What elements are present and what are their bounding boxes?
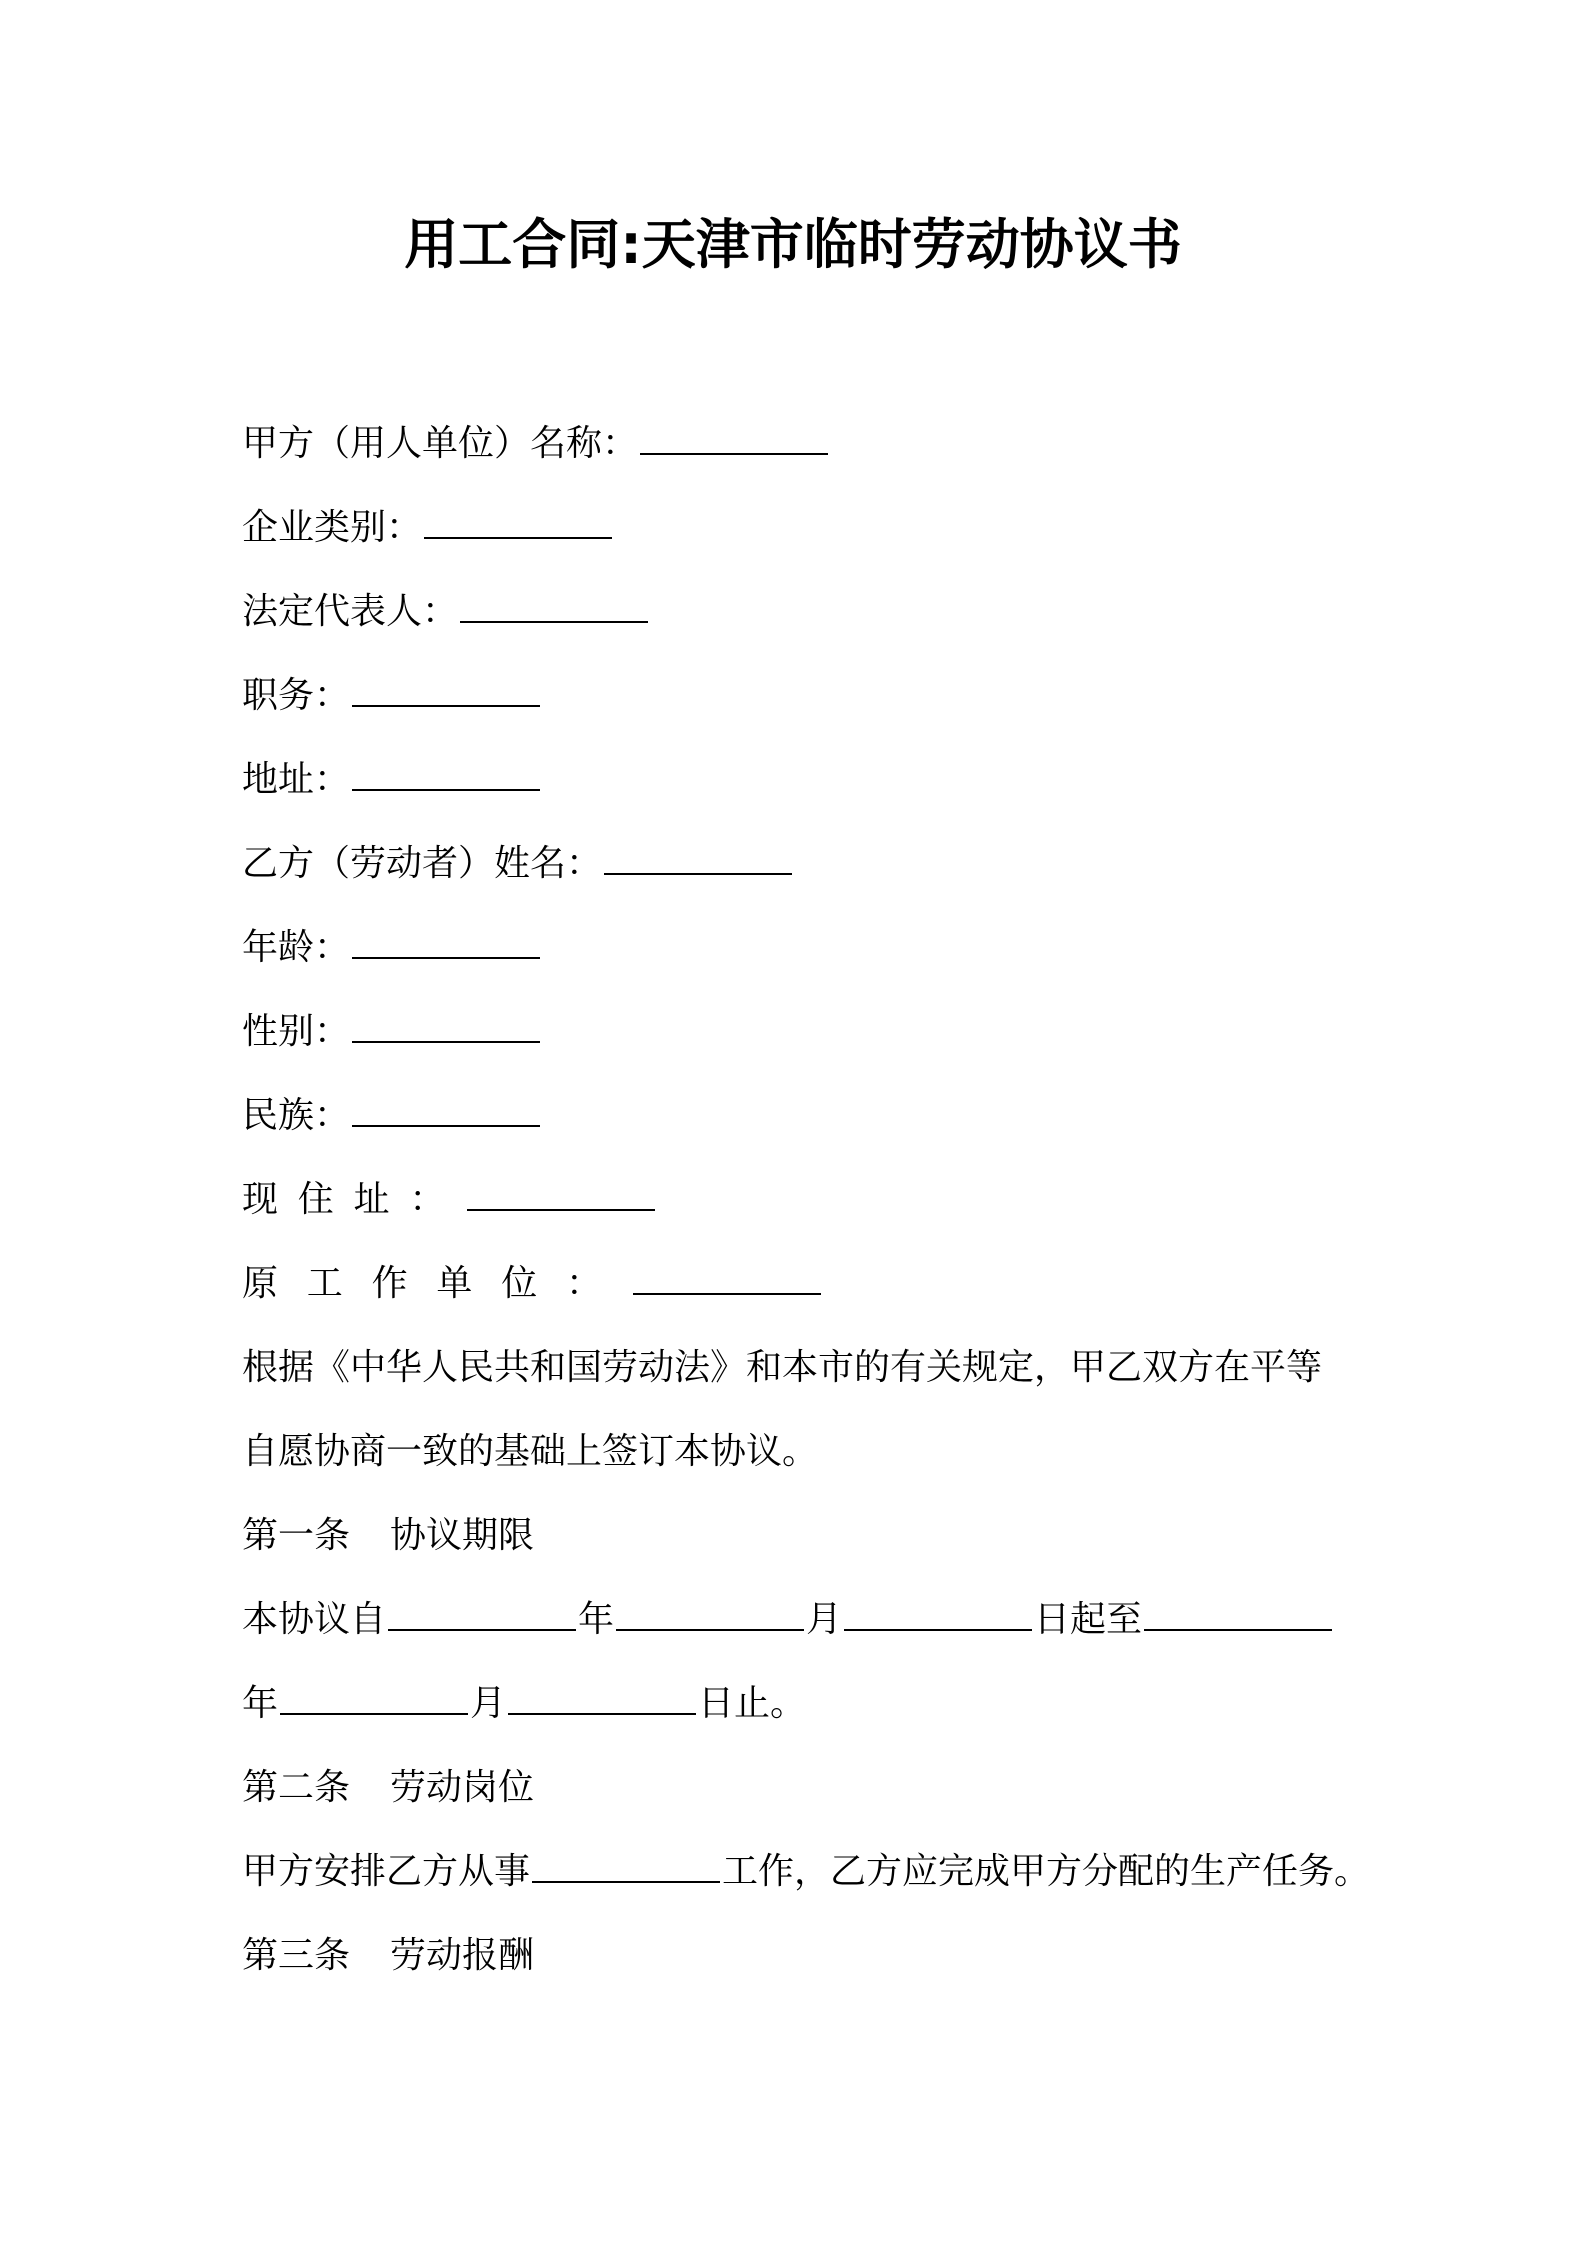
field-employer-name <box>242 402 1382 486</box>
text-segment: 月 <box>806 1599 843 1640</box>
article-number: 第一条 <box>242 1515 351 1556</box>
field-address <box>242 738 1382 822</box>
field-ethnicity <box>242 1074 1382 1158</box>
blank-line <box>1144 1587 1332 1631</box>
field-worker-name <box>242 822 1382 906</box>
field-label: 现住址： <box>242 1179 466 1220</box>
blank-line <box>280 1671 468 1715</box>
text-segment: 年 <box>578 1599 615 1640</box>
text-segment: 日起至 <box>1034 1599 1143 1640</box>
article-2-heading <box>242 1746 1382 1830</box>
blank-line <box>352 1083 540 1127</box>
article-title: 劳动岗位 <box>390 1767 535 1808</box>
article-number: 第二条 <box>242 1767 351 1808</box>
blank-line <box>460 579 648 623</box>
text-segment: 本协议自 <box>242 1599 387 1640</box>
field-gender <box>242 990 1382 1074</box>
field-label: 性别： <box>242 1011 351 1052</box>
blank-line <box>844 1587 1032 1631</box>
field-label: 法定代表人： <box>242 591 459 632</box>
field-label: 民族： <box>242 1095 351 1136</box>
blank-line <box>616 1587 804 1631</box>
document-title: 用工合同:天津市临时劳动协议书 <box>404 213 1182 276</box>
field-legal-representative <box>242 570 1382 654</box>
field-position <box>242 654 1382 738</box>
blank-line <box>604 831 792 875</box>
field-label: 原工作单位： <box>242 1263 631 1304</box>
preamble-line-1: 根据《中华人民共和国劳动法》和本市的有关规定，甲乙双方在平等 <box>242 1347 1323 1388</box>
article-1-text-line-2 <box>242 1662 1382 1746</box>
field-age <box>242 906 1382 990</box>
blank-line <box>508 1671 696 1715</box>
field-label: 甲方（用人单位）名称： <box>242 423 639 464</box>
article-number: 第三条 <box>242 1935 351 1976</box>
field-label: 企业类别： <box>242 507 423 548</box>
blank-line <box>388 1587 576 1631</box>
blank-line <box>532 1839 720 1883</box>
article-1-heading <box>242 1494 1382 1578</box>
blank-line <box>352 915 540 959</box>
field-label: 职务： <box>242 675 351 716</box>
article-2-text <box>242 1830 1382 1914</box>
article-3-heading <box>242 1914 1382 1998</box>
field-current-address <box>242 1158 1382 1242</box>
blank-line <box>352 747 540 791</box>
field-enterprise-type <box>242 486 1382 570</box>
article-title: 协议期限 <box>390 1515 535 1556</box>
article-title: 劳动报酬 <box>390 1935 535 1976</box>
blank-line <box>467 1167 655 1211</box>
text-segment: 月 <box>470 1683 507 1724</box>
text-segment: 年 <box>242 1683 279 1724</box>
blank-line <box>424 495 612 539</box>
blank-line <box>352 999 540 1043</box>
text-segment: 工作，乙方应完成甲方分配的生产任务。 <box>722 1851 1371 1892</box>
document-body <box>242 402 1382 1998</box>
article-1-text-line-1 <box>242 1578 1382 1662</box>
blank-line <box>640 411 828 455</box>
blank-line <box>633 1251 821 1295</box>
text-segment: 甲方安排乙方从事 <box>242 1851 531 1892</box>
preamble-line-2: 自愿协商一致的基础上签订本协议。 <box>242 1431 819 1472</box>
field-label: 地址： <box>242 759 351 800</box>
text-segment: 日止。 <box>698 1683 807 1724</box>
field-former-employer <box>242 1242 1382 1326</box>
blank-line <box>352 663 540 707</box>
field-label: 年龄： <box>242 927 351 968</box>
field-label: 乙方（劳动者）姓名： <box>242 843 603 884</box>
